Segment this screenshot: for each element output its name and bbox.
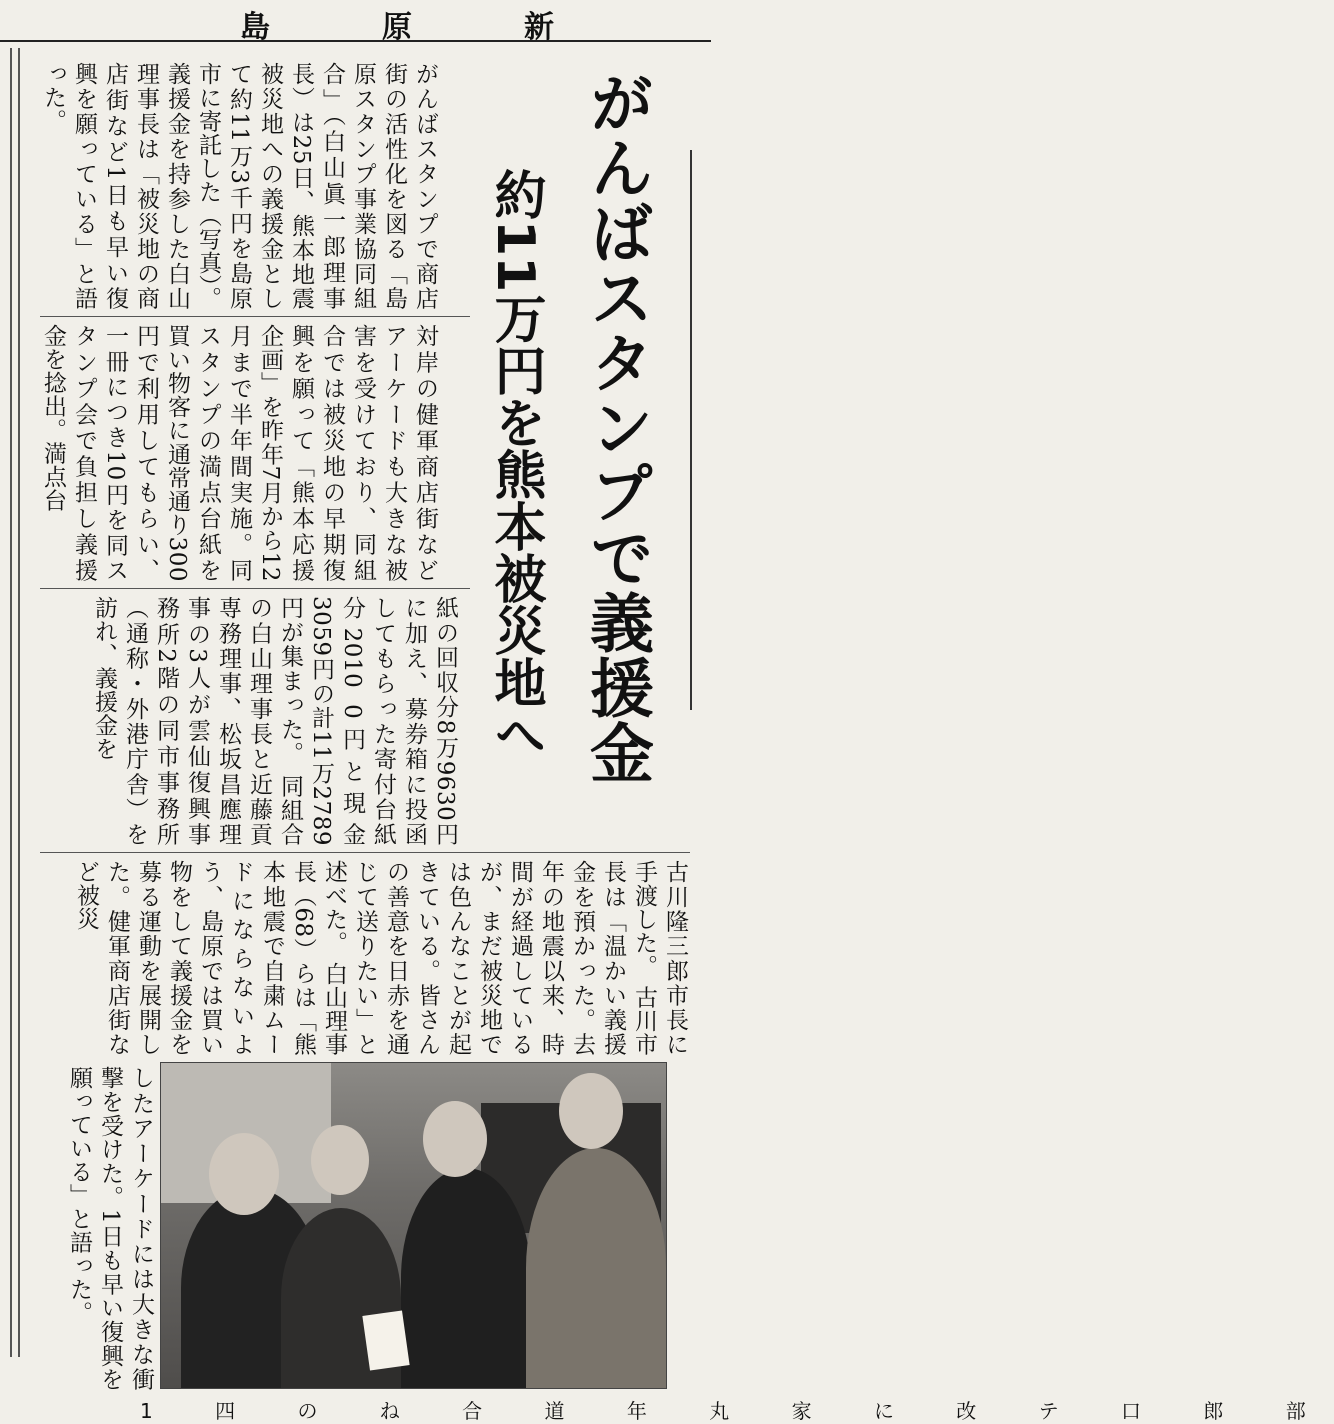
masthead	[0, 0, 711, 45]
headline-rule	[690, 150, 692, 710]
masthead-title: 島原新	[240, 10, 666, 45]
article-col-2: 対岸の健軍商店街などアーケードも大きな被害を受けており、同組合では被災地の早期復興を願って「熊本応援企画」を昨年7月から12月まで半年間実施。同スタンプの満点台紙を買い物客に通常通り300円で利用してもらい、一冊につき10円を同スタンプ会で負担し義援金を捻出。満点台	[40, 324, 438, 582]
left-rule	[18, 48, 20, 1357]
photo-face	[423, 1101, 487, 1177]
headline-sub: 約11万円を熊本被災地へ	[485, 168, 545, 761]
article-col-1: がんばスタンプで商店街の活性化を図る「島原スタンプ事業協同組合」（白山眞一郎理事長）は25日、熊本地震被災地への義援金として約11万3千円を島原市に寄託した（写真）。義援金を持参した白山理事長は「被災地の商店街など1日も早い復興を願っている」と語った。	[40, 62, 438, 310]
donation-envelope	[362, 1310, 409, 1370]
left-rule	[10, 48, 12, 1357]
tier-rule	[40, 588, 470, 589]
photo-person	[526, 1148, 666, 1388]
article-col-5: したアーケードには大きな衝撃を受けた。1日も早い復興を願っている」と語った。	[66, 1066, 154, 1391]
headline-main: がんばスタンプで義援金	[579, 70, 653, 785]
tier-rule	[40, 316, 470, 317]
next-article-strip: 1 四 の ね 合 道 年 丸 家 に 改 テ 口 郎 部	[140, 1399, 1334, 1423]
photo-face	[311, 1125, 369, 1195]
photo-face	[209, 1133, 279, 1215]
article-col-3: 紙の回収分8万9630円に加え、募券箱に投函してもらった寄付台紙分2010 0円と現金3059円の計11万2789円が集まった。 同組合の白山理事長と近藤貢専務理事、松坂昌應理事の3人が雲仙復興事務所2階の同市事務所（通称・外港庁舎）を訪れ、義援金を	[91, 596, 458, 846]
article-col-4: 古川隆三郎市長に手渡した。 古川市長は「温かい義援金を預かった。去年の地震以来、時間が経過しているが、まだ被災地では色んなことが起きている。皆さんの善意を日赤を通じて送りたい」と述べた。 白山理事長（68）らは「熊本地震で自粛ムードにならないよう、島原では買い物をして義援金を募る運動を展開した。健軍商店街など被災	[73, 860, 688, 1056]
news-photo	[160, 1062, 667, 1389]
photo-face	[559, 1073, 623, 1149]
tier-rule	[40, 852, 690, 853]
photo-person	[401, 1168, 531, 1388]
